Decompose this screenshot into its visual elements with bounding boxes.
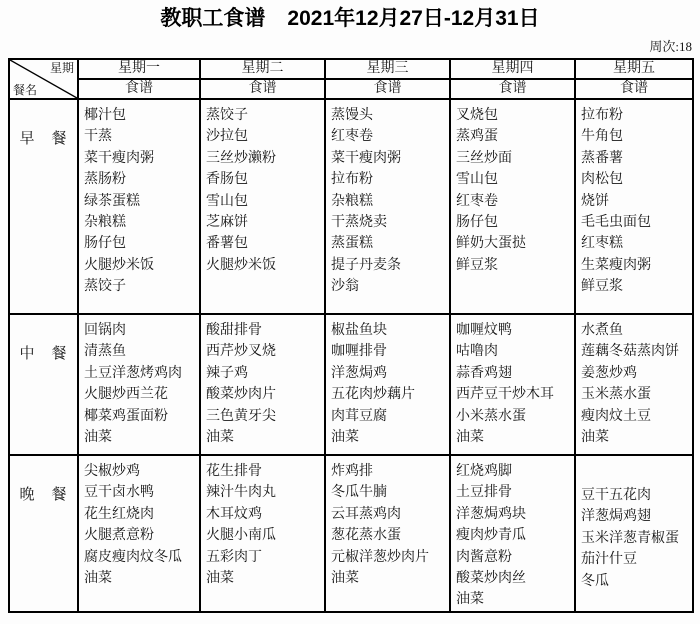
dish-item: 炸鸡排 — [331, 464, 373, 479]
dish-item: 鲜豆浆 — [581, 279, 623, 295]
dish-item: 豆干五花肉 — [581, 488, 651, 503]
menu-cell-dinner-thursday — [450, 455, 575, 612]
dish-item: 葱花蒸水蛋 — [331, 528, 401, 544]
dish-item: 洋葱焗鸡 — [331, 365, 387, 381]
recipe-subheader-tuesday: 食谱 — [200, 79, 325, 99]
dish-item: 尖椒炒鸡 — [84, 464, 140, 479]
dish-item: 茄汁什豆 — [581, 552, 637, 568]
menu-cell-lunch-monday — [78, 314, 200, 455]
dish-item: 油菜 — [456, 592, 484, 608]
dish-item: 油菜 — [206, 571, 234, 587]
dish-item: 火腿炒米饭 — [84, 257, 154, 273]
dish-item: 蒜香鸡翅 — [456, 365, 512, 381]
corner-week-label: 星期 — [49, 61, 74, 75]
menu-cell-dinner-tuesday — [200, 455, 325, 612]
menu-cell-breakfast-friday — [575, 99, 693, 314]
dish-item: 椰汁包 — [84, 108, 126, 123]
dish-item: 干蒸 — [84, 129, 112, 145]
recipe-subheader-wednesday: 食谱 — [325, 79, 450, 99]
dish-item: 洋葱焗鸡翅 — [581, 509, 651, 525]
dish-item: 豆干卤水鸭 — [84, 485, 154, 501]
dish-item: 腐皮瘦肉炆冬瓜 — [84, 549, 182, 565]
dish-item: 火腿炒米饭 — [206, 257, 276, 273]
day-header-monday: 星期一 — [78, 59, 200, 79]
dish-item: 红枣卷 — [331, 129, 373, 145]
dish-item: 雪山包 — [456, 172, 498, 188]
dish-item: 鲜豆浆 — [456, 257, 498, 273]
dish-item: 玉米洋葱青椒蛋 — [581, 530, 679, 546]
dish-item: 蒸馒头 — [331, 108, 373, 123]
dish-item: 蒸蛋糕 — [331, 236, 373, 252]
day-header-wednesday: 星期三 — [325, 59, 450, 79]
dish-item: 莲藕冬菇蒸肉饼 — [581, 344, 679, 360]
dish-item: 五花肉炒藕片 — [331, 387, 415, 403]
recipe-subheader-thursday: 食谱 — [450, 79, 575, 99]
menu-cell-lunch-tuesday — [200, 314, 325, 455]
menu-table — [8, 58, 694, 613]
dish-item: 油菜 — [84, 430, 112, 446]
dish-item: 蒸鸡蛋 — [456, 129, 498, 145]
dish-item: 毛毛虫面包 — [581, 215, 651, 231]
menu-cell-breakfast-tuesday — [200, 99, 325, 314]
menu-cell-lunch-thursday — [450, 314, 575, 455]
dish-item: 花生排骨 — [206, 464, 262, 479]
dish-item: 花生红烧肉 — [84, 506, 154, 522]
dish-item: 绿茶蛋糕 — [84, 193, 140, 209]
dish-item: 杂粮糕 — [331, 193, 373, 209]
dish-item: 酸菜炒肉丝 — [456, 571, 526, 587]
meal-label-breakfast: 早 餐 — [9, 99, 78, 314]
dish-item: 蒸番薯 — [581, 150, 623, 166]
day-header-tuesday: 星期二 — [200, 59, 325, 79]
corner-cell — [9, 59, 78, 99]
week-row — [0, 39, 700, 54]
dish-item: 椒盐鱼块 — [331, 323, 387, 338]
day-header-friday: 星期五 — [575, 59, 693, 79]
menu-cell-breakfast-monday — [78, 99, 200, 314]
dish-item: 香肠包 — [206, 172, 248, 188]
dish-item: 肉酱意粉 — [456, 549, 512, 565]
dish-item: 五彩肉丁 — [206, 549, 262, 565]
dish-item: 红枣糕 — [581, 236, 623, 252]
recipe-subheader-friday: 食谱 — [575, 79, 693, 99]
dish-item: 辣汁牛肉丸 — [206, 485, 276, 501]
dish-item: 红烧鸡脚 — [456, 464, 512, 479]
week-number: 周次:18 — [649, 39, 692, 54]
dish-item: 雪山包 — [206, 193, 248, 209]
dish-item: 洋葱焗鸡块 — [456, 506, 526, 522]
dish-item: 红枣卷 — [456, 193, 498, 209]
dish-item: 油菜 — [331, 571, 359, 587]
dish-item: 辣子鸡 — [206, 365, 248, 381]
dish-item: 三丝炒面 — [456, 150, 512, 166]
dish-item: 土豆洋葱烤鸡肉 — [84, 365, 182, 381]
dish-item: 三丝炒濑粉 — [206, 150, 276, 166]
dish-item: 火腿小南瓜 — [206, 528, 276, 544]
dish-item: 云耳蒸鸡肉 — [331, 506, 401, 522]
dish-item: 土豆排骨 — [456, 485, 512, 501]
dish-item: 冬瓜牛腩 — [331, 485, 387, 501]
dish-item: 杂粮糕 — [84, 215, 126, 231]
menu-cell-breakfast-wednesday — [325, 99, 450, 314]
dish-item: 玉米蒸水蛋 — [581, 387, 651, 403]
dish-item: 拉布粉 — [331, 172, 373, 188]
dish-item: 回锅肉 — [84, 323, 126, 338]
dish-item: 拉布粉 — [581, 108, 623, 123]
dish-item: 肠仔包 — [84, 236, 126, 252]
dish-item: 菜干瘦肉粥 — [331, 150, 401, 166]
menu-cell-dinner-friday — [575, 455, 693, 612]
dish-item: 菜干瘦肉粥 — [84, 150, 154, 166]
dish-item: 咖喱炆鸭 — [456, 323, 512, 338]
meal-label-dinner: 晚 餐 — [9, 455, 78, 612]
menu-cell-dinner-monday — [78, 455, 200, 612]
title-row — [0, 6, 700, 31]
dish-item: 火腿炒西兰花 — [84, 387, 168, 403]
dish-item: 鲜奶大蛋挞 — [456, 236, 526, 252]
dish-item: 油菜 — [331, 430, 359, 446]
dish-item: 元椒洋葱炒肉片 — [331, 549, 429, 565]
dish-item: 冬瓜 — [581, 573, 609, 589]
recipe-subheader-monday: 食谱 — [78, 79, 200, 99]
dish-item: 三色黄牙尖 — [206, 408, 276, 424]
dish-item: 咕噜肉 — [456, 344, 498, 360]
dish-item: 水煮鱼 — [581, 323, 623, 338]
dish-item: 牛角包 — [581, 129, 623, 145]
menu-cell-lunch-friday — [575, 314, 693, 455]
page-title-dates: 2021年12月27日-12月31日 — [287, 7, 540, 30]
dish-item: 油菜 — [456, 430, 484, 446]
dish-item: 瘦肉炆土豆 — [581, 408, 651, 424]
dish-item: 西芹炒叉烧 — [206, 344, 276, 360]
dish-item: 蒸饺子 — [84, 279, 126, 295]
dish-item: 火腿煮意粉 — [84, 528, 154, 544]
meal-label-lunch: 中 餐 — [9, 314, 78, 455]
dish-item: 酸甜排骨 — [206, 323, 262, 338]
dish-item: 姜葱炒鸡 — [581, 365, 637, 381]
menu-cell-lunch-wednesday — [325, 314, 450, 455]
dish-item: 木耳炆鸡 — [206, 506, 262, 522]
day-header-thursday: 星期四 — [450, 59, 575, 79]
menu-cell-dinner-wednesday — [325, 455, 450, 612]
dish-item: 沙翁 — [331, 279, 359, 295]
dish-item: 番薯包 — [206, 236, 248, 252]
dish-item: 蒸肠粉 — [84, 172, 126, 188]
dish-item: 瘦肉炒青瓜 — [456, 528, 526, 544]
dish-item: 芝麻饼 — [206, 215, 248, 231]
dish-item: 油菜 — [581, 430, 609, 446]
dish-item: 干蒸烧卖 — [331, 215, 387, 231]
dish-item: 沙拉包 — [206, 129, 248, 145]
dish-item: 蒸饺子 — [206, 108, 248, 123]
dish-item: 油菜 — [206, 430, 234, 446]
dish-item: 生菜瘦肉粥 — [581, 257, 651, 273]
dish-item: 酸菜炒肉片 — [206, 387, 276, 403]
dish-item: 咖喱排骨 — [331, 344, 387, 360]
menu-cell-breakfast-thursday — [450, 99, 575, 314]
dish-item: 烧饼 — [581, 193, 609, 209]
dish-item: 叉烧包 — [456, 108, 498, 123]
dish-item: 油菜 — [84, 571, 112, 587]
dish-item: 肠仔包 — [456, 215, 498, 231]
dish-item: 清蒸鱼 — [84, 344, 126, 360]
dish-item: 肉松包 — [581, 172, 623, 188]
corner-meal-label: 餐名 — [13, 83, 38, 97]
dish-item: 提子丹麦条 — [331, 257, 401, 273]
dish-item: 椰菜鸡蛋面粉 — [84, 408, 168, 424]
dish-item: 肉茸豆腐 — [331, 408, 387, 424]
dish-item: 小米蒸水蛋 — [456, 408, 526, 424]
page-title: 教职工食谱 — [160, 7, 266, 30]
dish-item: 西芹豆干炒木耳 — [456, 387, 554, 403]
